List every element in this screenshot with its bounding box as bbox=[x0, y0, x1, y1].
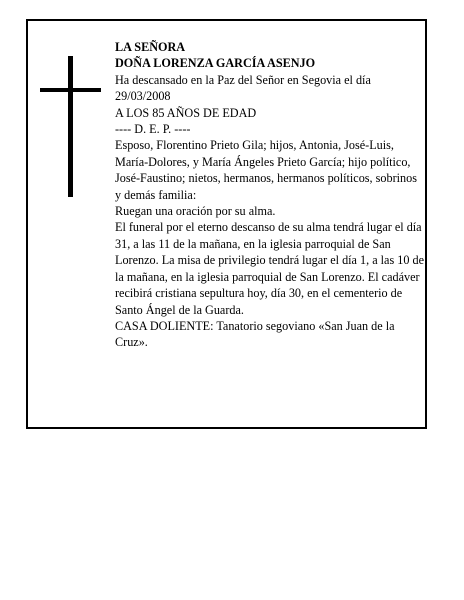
age-line: A LOS 85 AÑOS DE EDAD bbox=[115, 105, 257, 120]
obituary-text bbox=[115, 39, 425, 351]
house-of-mourning: CASA DOLIENTE: Tanatorio segoviano «San Juan de la Cruz». bbox=[115, 318, 395, 350]
rest-announcement: Ha descansado en la Paz del Señor en Segovia el día 29/03/2008 bbox=[115, 72, 371, 104]
deceased-name: DOÑA LORENZA GARCÍA ASENJO bbox=[115, 56, 316, 71]
prayer-request: Ruegan una oración por su alma. bbox=[115, 204, 276, 219]
dep-line: ---- D. E. P. ---- bbox=[115, 122, 191, 137]
obituary-card bbox=[26, 19, 427, 429]
family-list: Esposo, Florentino Prieto Gila; hijos, Antonia, José-Luis, María-Dolores, y María Ángeles Prieto García; hijo político, José-Faustino; nietos, hermanos, hermanos políticos, sobrinos y demás familia: bbox=[115, 138, 417, 202]
cross-horizontal-bar bbox=[40, 88, 101, 92]
title-line-1: LA SEÑORA bbox=[115, 40, 186, 54]
funeral-details: El funeral por el eterno descanso de su alma tendrá lugar el día 31, a las 11 de la mañana, en la iglesia parroquial de San Lorenzo. La misa de privilegio tendrá lugar el día 1, a las 10 de la mañana, en la iglesia parroquial de San Lorenzo. El cadáver recibirá cristiana sepultura hoy, día 30, en el cementerio de Santo Ángel de la Guarda. bbox=[115, 220, 424, 317]
cross-vertical-bar bbox=[68, 56, 73, 197]
